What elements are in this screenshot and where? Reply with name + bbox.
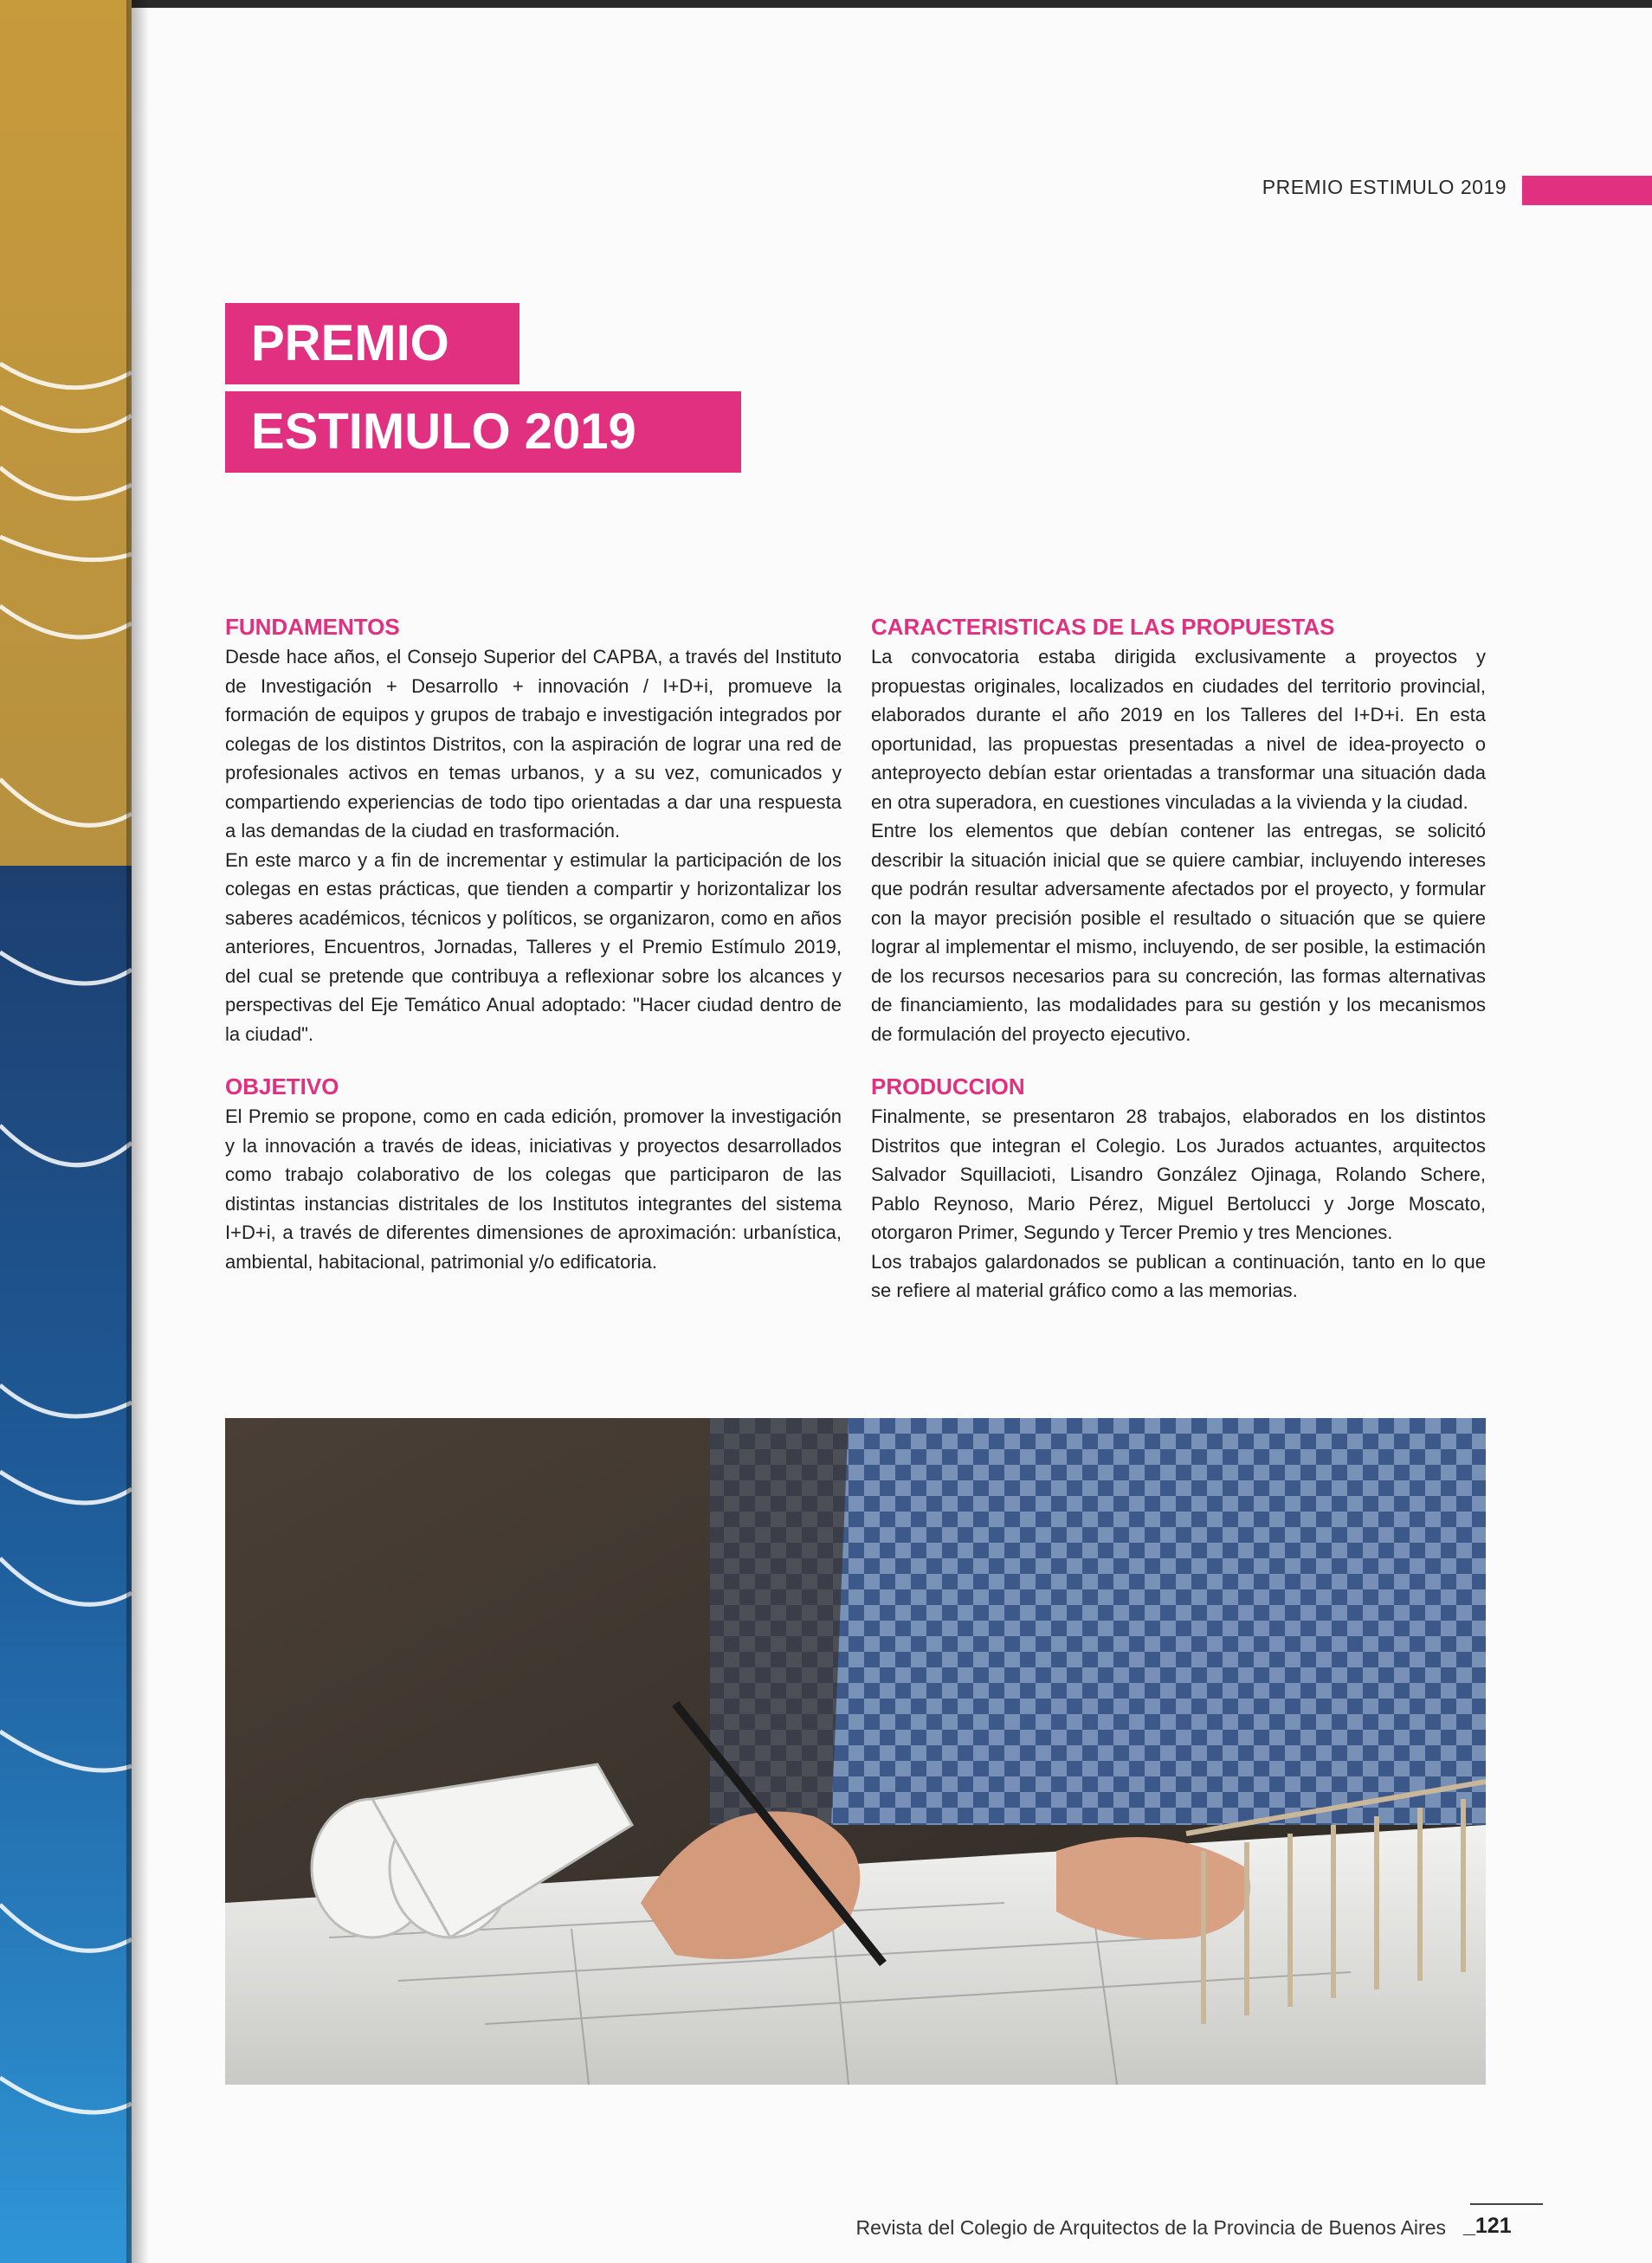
left-column xyxy=(225,611,842,1276)
gutter-shadow xyxy=(126,0,149,2263)
caracteristicas-paragraph-1: La convocatoria estaba dirigida exclusivamente a proyectos y propuestas originales, localizados en ciudades del territorio provincial, elaborados durante el año 2019 en los Talleres del I+D+i. En esta oportunidad, las propuestas presentadas a nivel de idea-proyecto o anteproyecto debían estar orientadas a transformar una situación dada en otra superadora, en cuestiones vinculadas a la vivienda y la ciudad. xyxy=(871,646,1486,813)
title-line-1: PREMIO xyxy=(225,303,519,384)
architect-drawing-photo xyxy=(225,1418,1486,2085)
title-line-2: ESTIMULO 2019 xyxy=(225,391,741,473)
objetivo-paragraph-1: El Premio se propone, como en cada edición, promover la investigación y la innovación a través de ideas, iniciativas y proyectos desarrollados como trabajo colaborativo de los colegas que participaron de las distintas instancias distritales de los Institutos integrantes del sistema I+D+i, a través de diferentes dimensiones de aproximación: urbanística, ambiental, habitacional, patrimonial y/o edificatoria. xyxy=(225,1106,842,1273)
produccion-heading: PRODUCCION xyxy=(871,1073,1025,1099)
objetivo-heading: OBJETIVO xyxy=(225,1073,339,1099)
page-number: _121 xyxy=(1463,2214,1512,2238)
fundamentos-paragraph-2: En este marco y a fin de incrementar y estimular la participación de los colegas en estas prácticas, que tienden a compartir y horizontalizar los saberes académicos, técnicos y políticos, se organizaron, como en años anteriores, Encuentros, Jornadas, Talleres y el Premio Estímulo 2019, del cual se pretende que contribuya a reflexionar sobre los alcances y perspectivas del Eje Temático Anual adoptado: "Hacer ciudad dentro de la ciudad". xyxy=(225,848,842,1045)
produccion-paragraph-1: Finalmente, se presentaron 28 trabajos, elaborados en los distintos Distritos que integran el Colegio. Los Jurados actuantes, arquitectos Salvador Squillacioti, Lisandro González Ojinaga, Rolando Schere, Pablo Reynoso, Mario Pérez, Miguel Bertolucci y Jorge Moscato, otorgaron Primer, Segundo y Tercer Premio y tres Menciones. xyxy=(871,1106,1486,1243)
caracteristicas-heading: CARACTERISTICAS DE LAS PROPUESTAS xyxy=(871,614,1335,640)
page-number-rule xyxy=(1470,2203,1543,2205)
top-edge-rule xyxy=(0,0,1652,8)
running-header: PREMIO ESTIMULO 2019 xyxy=(1262,176,1507,198)
fundamentos-paragraph-1: Desde hace años, el Consejo Superior del CAPBA, a través del Instituto de Investigación + Desarrollo + innovación / I+D+i, promueve la formación de equipos y grupos de trabajo e investigación integrados por colegas de los distintos Distritos, con la aspiración de lograr una red de profesionales activos en temas urbanos, y a su vez, comunicados y compartiendo experiencias de todo tipo orientadas a dar una respuesta a las demandas de la ciudad en trasformación. xyxy=(225,646,842,841)
adjacent-page-spine xyxy=(0,0,132,2263)
header-accent-bar xyxy=(1522,176,1652,205)
right-column xyxy=(871,611,1486,1306)
produccion-paragraph-2: Los trabajos galardonados se publican a continuación, tanto en lo que se refiere al material gráfico como a las memorias. xyxy=(871,1250,1486,1301)
publication-footer: Revista del Colegio de Arquitectos de la Provincia de Buenos Aires xyxy=(855,2216,1446,2239)
fundamentos-heading: FUNDAMENTOS xyxy=(225,614,400,640)
caracteristicas-paragraph-2: Entre los elementos que debían contener las entregas, se solicitó describir la situación inicial que se quiere cambiar, incluyendo intereses que podrán resultar adversamente afectados por el proyecto, y formular con la mayor precisión posible el resultado o situación que se quiere lograr al implementar el mismo, incluyendo, de ser posible, la estimación de los recursos necesarios para su concreción, las formas alternativas de financiamiento, las modalidades para su gestión y los mecanismos de formulación del proyecto ejecutivo. xyxy=(871,820,1486,1045)
